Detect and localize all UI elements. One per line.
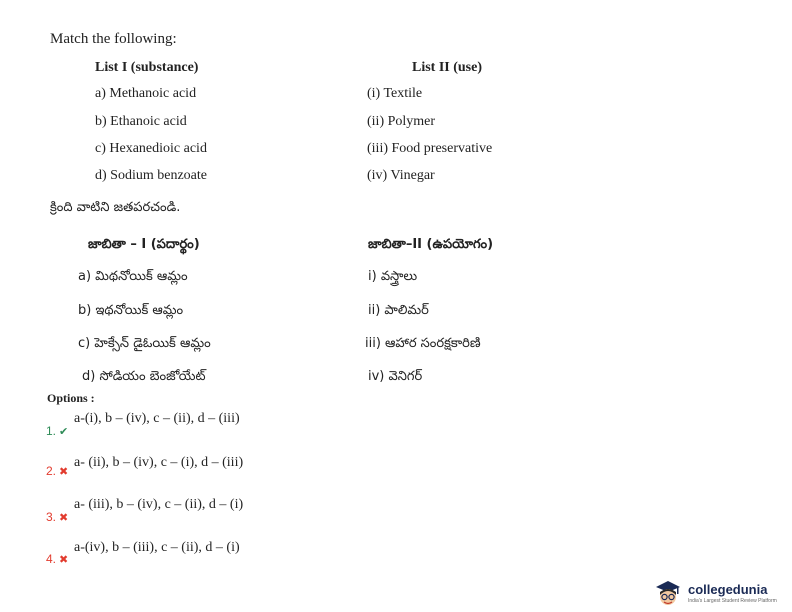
- logo-tagline: India's Largest Student Review Platform: [688, 598, 777, 604]
- tel-list2-item-ii: ii) పాలిమర్: [368, 303, 429, 318]
- tel-list1-item-b: b) ఇథనోయిక్ ఆమ్లం: [78, 303, 184, 318]
- option-4-text[interactable]: a-(iv), b – (iii), c – (ii), d – (i): [74, 540, 240, 555]
- option-number: 4.: [46, 552, 57, 566]
- options-title: Options :: [47, 391, 95, 405]
- list2-item-iii: (iii) Food preservative: [367, 141, 493, 156]
- tel-list2-item-iii: iii) ఆహార సంరక్షకారిణి: [365, 336, 481, 351]
- option-number: 1.: [46, 424, 57, 438]
- collegedunia-logo: [652, 578, 792, 612]
- graduate-mascot-icon: [652, 578, 684, 610]
- option-1-marker: [46, 422, 68, 440]
- option-number: 2.: [46, 464, 57, 478]
- question-prompt: Match the following:: [50, 31, 177, 47]
- cross-icon: ✖: [59, 512, 69, 524]
- tel-list1-item-c: c) హెక్సేన్ డైఓయిక్ ఆమ్లం: [78, 336, 211, 351]
- list2-header: List II (use): [412, 60, 483, 75]
- list1-item-d: d) Sodium benzoate: [95, 168, 207, 183]
- tel-list1-header: జాబితా – I (పదార్థం): [88, 237, 200, 252]
- tel-list2-item-i: i) వస్త్రాలు: [368, 269, 418, 284]
- tel-list2-header: జాబితా–II (ఉపయోగం): [368, 237, 494, 252]
- option-number: 3.: [46, 510, 57, 524]
- cross-icon: ✖: [59, 554, 69, 566]
- list1-header: List I (substance): [95, 60, 199, 75]
- cross-icon: ✖: [59, 466, 69, 478]
- option-1-text[interactable]: a-(i), b – (iv), c – (ii), d – (iii): [74, 411, 240, 426]
- check-icon: ✔: [59, 426, 69, 438]
- option-2-text[interactable]: a- (ii), b – (iv), c – (i), d – (iii): [74, 455, 244, 470]
- tel-list1-item-d: d) సోడియం బెంజోయేట్: [82, 369, 206, 384]
- tel-list2-item-iv: iv) వెనిగర్: [368, 369, 423, 384]
- list2-item-i: (i) Textile: [367, 86, 423, 101]
- list1-item-b: b) Ethanoic acid: [95, 114, 187, 129]
- telugu-prompt: క్రింది వాటిని జతపరచండి.: [50, 200, 181, 215]
- logo-name: collegedunia: [688, 582, 768, 597]
- list1-item-c: c) Hexanedioic acid: [95, 141, 207, 156]
- option-4-marker: [46, 550, 68, 568]
- tel-list1-item-a: a) మిథనోయిక్ ఆమ్లం: [78, 269, 188, 284]
- list1-item-a: a) Methanoic acid: [95, 86, 197, 101]
- list2-item-ii: (ii) Polymer: [367, 114, 436, 129]
- option-3-text[interactable]: a- (iii), b – (iv), c – (ii), d – (i): [74, 497, 244, 512]
- list2-item-iv: (iv) Vinegar: [367, 168, 435, 183]
- option-2-marker: [46, 462, 68, 480]
- option-3-marker: [46, 508, 68, 526]
